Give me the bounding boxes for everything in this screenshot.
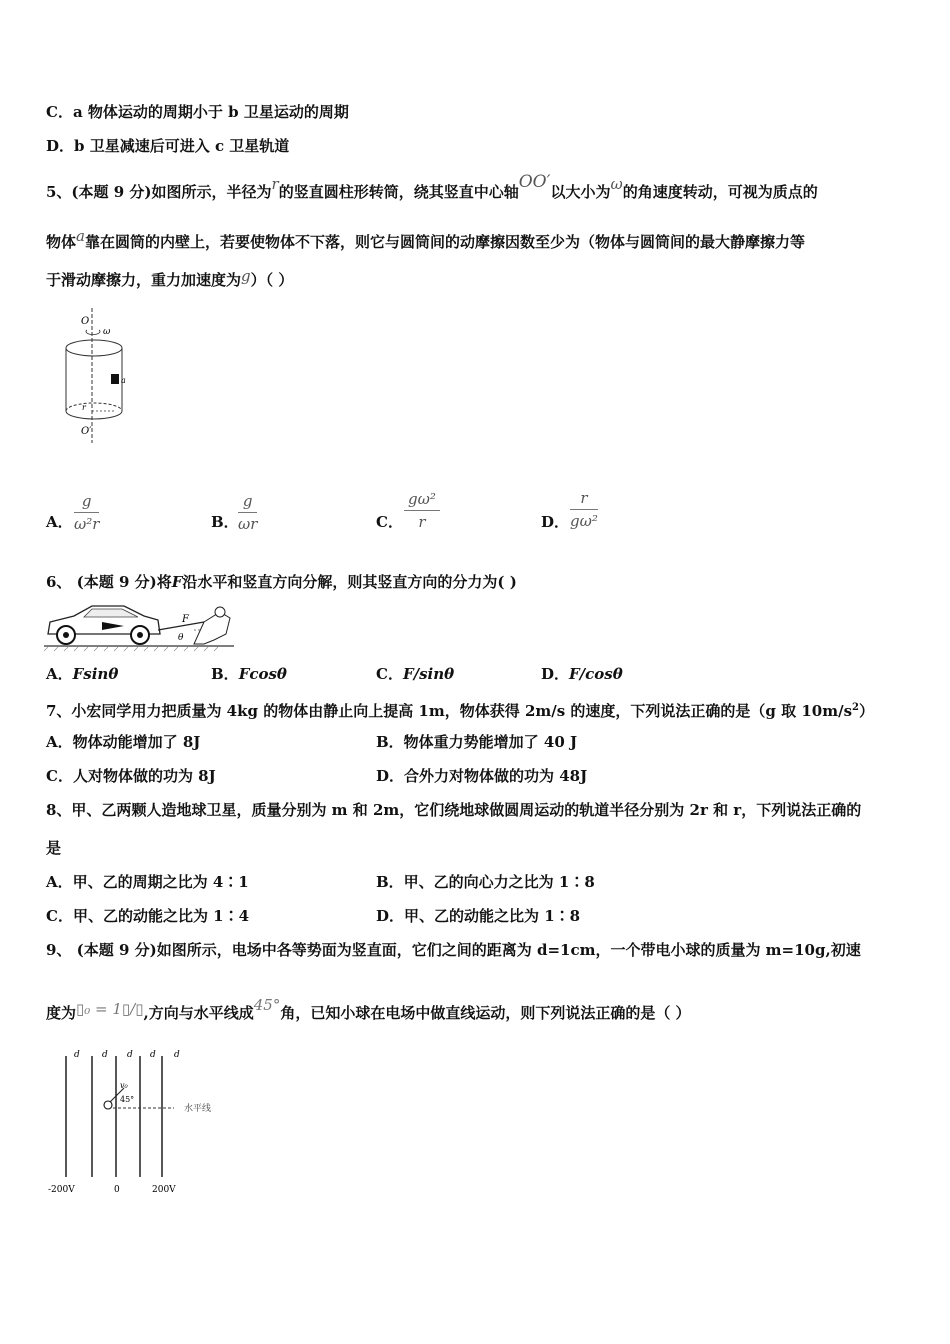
q6-car-figure [44,600,234,652]
q8-stem-line2: 是 [46,839,62,857]
q8-option-b: B．甲、乙的向心力之比为 1∶8 [376,873,595,891]
q6-option-c: C．F/sinθ [376,665,455,683]
q9-field-figure [44,1044,234,1200]
q6-stem: 6、 (本题 9 分)将F沿水平和竖直方向分解，则其竖直方向的分力为( ) [46,573,517,591]
q9-stem-line1: 9、 (本题 9 分)如图所示，电场中各等势面为竖直面，它们之间的距离为 d=1cm，一个带电小球的质量为 m=10g,初速 [46,941,861,959]
q4-option-d: D．b 卫星减速后可进入 c 卫星轨道 [46,137,290,155]
q5-fig-r: r [82,403,86,412]
q5-option-d-label: D． [541,513,570,531]
q5-fig-a: a [121,376,126,385]
q9-fig-horizontal: 水平线 [184,1104,212,1114]
q9-fig-volt-right: 200V [152,1185,176,1195]
q6-fig-f: F [182,614,189,625]
q5-fig-o-bot: O′ [81,426,92,437]
q5-stem-line1: 5、(本题 9 分)如图所示，半径为r的竖直圆柱形转筒，绕其竖直中心轴OO′以大小为ω的角速度转动，可视为质点的 [46,172,818,201]
q5-option-c-label: C． [376,513,403,531]
q9-fig-volt-left: -200V [48,1185,75,1195]
q5-option-c-fraction: gω² r [404,490,440,531]
q9-fig-d-1: d [74,1050,80,1060]
q8-option-c: C．甲、乙的动能之比为 1∶4 [46,907,250,925]
q9-fig-volt-mid: 0 [114,1185,120,1195]
q9-fig-d-2: d [102,1050,108,1060]
q7-option-d: D．合外力对物体做的功为 48J [376,767,588,785]
q9-fig-v0: v₀ [120,1081,128,1090]
q7-option-c: C．人对物体做的功为 8J [46,767,216,785]
q9-fig-d-5: d [174,1050,180,1060]
q8-stem-line1: 8、甲、乙两颗人造地球卫星，质量分别为 m 和 2m，它们绕地球做圆周运动的轨道半径分别为 2r 和 r，下列说法正确的 [46,801,862,819]
q5-stem-line2: 物体a靠在圆筒的内壁上，若要使物体不下落，则它与圆筒间的动摩擦因数至少为（物体与圆筒间的最大静摩擦力等 [46,227,805,251]
q9-fig-angle: 45° [120,1095,135,1104]
q6-option-a: A．Fsinθ [46,665,119,683]
q5-fig-omega: ω [103,327,111,337]
q6-option-d: D．F/cosθ [541,665,623,683]
q9-fig-d-3: d [127,1050,133,1060]
q5-option-b-label: B． [211,513,239,531]
q4-option-c: C．a 物体运动的周期小于 b 卫星运动的周期 [46,103,349,121]
q5-option-b-fraction: g ωr [238,492,258,533]
q5-fig-o-top: O [81,316,90,327]
q8-option-a: A．甲、乙的周期之比为 4∶1 [46,873,249,891]
q5-option-a-fraction: g ω²r [74,492,100,533]
q5-stem-line3: 于滑动摩擦力，重力加速度为g）（ ） [46,267,294,289]
q5-option-d-fraction: r gω² [570,489,598,530]
q7-stem: 7、小宏同学用力把质量为 4kg 的物体由静止向上提高 1m，物体获得 2m/s 的速度，下列说法正确的是（g 取 $10m/s^2$） [46,702,874,720]
q7-option-b: B．物体重力势能增加了 40 J [376,733,578,751]
q9-fig-d-4: d [150,1050,156,1060]
q6-fig-theta: θ [178,633,184,643]
q9-stem-line2: 度为▯₀ = 1▯/▯,方向与水平线成45°角，已知小球在电场中做直线运动，则下列说法正确的是（ ） [46,996,691,1022]
q6-option-b: B．Fcosθ [211,665,287,683]
q5-option-a-label: A． [46,513,73,531]
q5-cylinder-figure [55,308,150,443]
q7-option-a: A．物体动能增加了 8J [46,733,201,751]
q8-option-d: D．甲、乙的动能之比为 1∶8 [376,907,581,925]
